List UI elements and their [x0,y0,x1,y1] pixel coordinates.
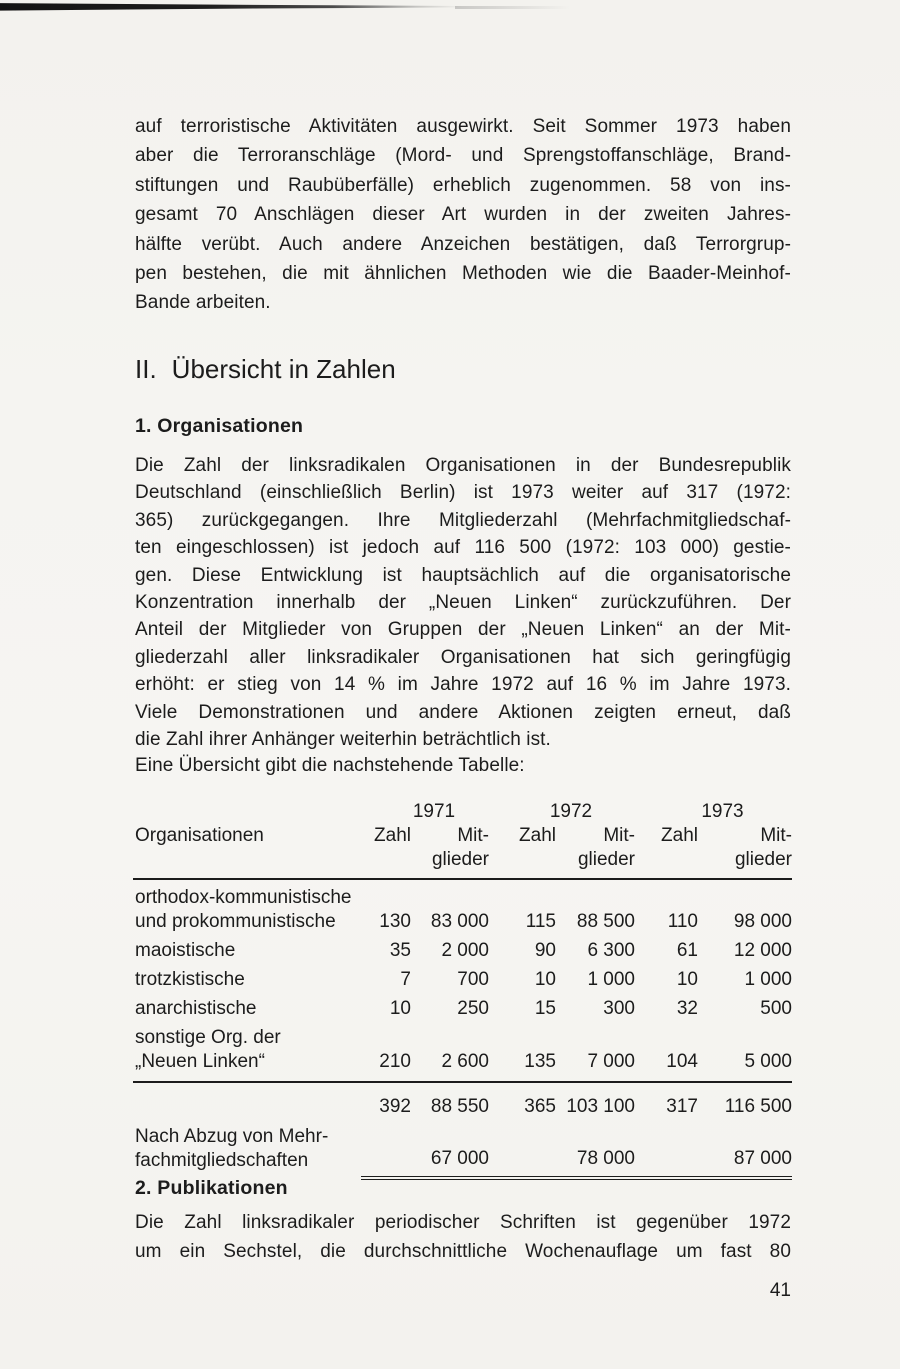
year-row-spacer [133,800,361,824]
cell-value: 1 000 [587,969,635,990]
column-header-mitglieder-1972 [556,824,635,879]
column-header-mitglieder-1973 [698,824,792,879]
intro-paragraph [135,112,791,318]
cell-value: 1 000 [744,969,792,990]
cell-value: 130 [379,911,411,932]
table-year-row [133,800,792,824]
cell-value: 110 [667,911,698,932]
year-header-1972: 1972 [549,801,593,822]
mitglieder-label-line1: Mit- [457,825,489,846]
cell-value: 6 300 [587,940,635,961]
cell-value: 98 000 [733,911,792,932]
cell-value: 87 000 [698,1119,792,1178]
text-line: hälfte verübt. Auch andere Anzeichen bestätigen, daß Terrorgrup- [135,233,791,255]
text-line: Deutschland (einschließlich Berlin) ist 1973 weiter auf 317 (1972: [135,482,791,504]
row-label [133,1021,361,1082]
text-line: aber die Terroranschläge (Mord- und Sprengstoffanschläge, Brand- [135,145,791,167]
scan-artifact-streak [0,2,462,11]
text-line: Viele Demonstrationen und andere Aktionen zeigten erneut, daß [135,701,791,723]
organisationen-paragraph [135,452,791,753]
cell-value: 67 000 [411,1119,489,1178]
cell-value: 115 [525,911,556,932]
row-label [133,992,361,1021]
table-row [133,879,792,934]
cell-value: 10 [389,998,411,1019]
row-label [133,1082,361,1119]
cell-value: 2 600 [411,1021,489,1082]
cell-value: 2 000 [441,940,489,961]
organisationen-table [133,800,792,1180]
mitglieder-label-line1: Mit- [760,825,792,846]
column-header-zahl-1972: Zahl [489,824,556,879]
row-label-line: maoistische [135,940,236,961]
mitglieder-label-line2: glieder [734,849,792,870]
row-label-line: „Neuen Linken“ [135,1051,265,1072]
column-header-zahl-1973: Zahl [635,824,698,879]
column-header-mitglieder-1971 [411,824,489,879]
row-label [133,963,361,992]
row-label-line: orthodox-kommunistische [135,887,352,908]
scan-artifact-streak-tail [455,6,570,9]
table-row [133,992,792,1021]
table-row [133,1021,792,1082]
text-line: Die Zahl der linksradikalen Organisationen in der Bundesrepublik [135,455,791,476]
cell-value: 210 [361,1021,411,1082]
cell-value: 700 [457,969,489,990]
cell-value [361,1119,411,1178]
text-line: gen. Diese Entwicklung ist hauptsächlich auf die organisatorische [135,564,791,586]
section-numeral: II. [135,354,157,384]
cell-value: 61 [676,940,698,961]
column-header-zahl-1971: Zahl [361,824,411,879]
row-label [133,934,361,963]
publikationen-paragraph [135,1208,791,1267]
year-header-1973: 1973 [701,801,744,822]
cell-value: 103 100 [566,1096,635,1117]
cell-value: 15 [534,998,556,1019]
cell-value: 88 550 [430,1096,489,1117]
text-line: auf terroristische Aktivitäten ausgewirkt. Seit Sommer 1973 haben [135,116,791,137]
row-label [133,879,361,934]
page-number: 41 [769,1280,791,1301]
table-row [133,963,792,992]
cell-value: 83 000 [430,911,489,932]
row-label-line: Nach Abzug von Mehr- [135,1126,329,1147]
row-label-line: und prokommunistische [135,911,336,932]
text-line: um ein Sechstel, die durchschnittliche Wochenauflage um fast 80 [135,1241,791,1263]
row-label [133,1119,361,1178]
row-label-line: sonstige Org. der [135,1027,281,1048]
cell-value: 32 [676,998,698,1019]
table-row [133,1119,792,1178]
mitglieder-label-line1: Mit- [603,825,635,846]
cell-value: 135 [489,1021,556,1082]
cell-value: 392 [379,1096,411,1117]
text-line: stiftungen und Raubüberfälle) erheblich zugenommen. 58 von ins- [135,174,791,196]
text-line: erhöht: er stieg von 14 % im Jahre 1972 auf 16 % im Jahre 1973. [135,674,791,696]
cell-value: 10 [534,969,556,990]
section-title: Übersicht in Zahlen [171,354,396,384]
cell-value: 104 [635,1021,698,1082]
cell-value: 5 000 [698,1021,792,1082]
table-row [133,934,792,963]
text-line: 365) zurückgegangen. Ihre Mitgliederzahl (Mehrfachmitgliedschaf- [135,509,791,531]
text-line: Die Zahl linksradikaler periodischer Schriften ist gegenüber 1972 [135,1212,791,1233]
cell-value: 90 [534,940,556,961]
cell-value: 7 [400,969,411,990]
cell-value: 35 [389,940,411,961]
cell-value: 7 000 [556,1021,635,1082]
cell-value: 500 [760,998,792,1019]
text-line: die Zahl ihrer Anhänger weiterhin beträchtlich ist. [135,729,551,751]
subsection-heading-publikationen: 2. Publikationen [135,1177,288,1199]
cell-value: 12 000 [733,940,792,961]
year-header-1971: 1971 [412,801,456,822]
cell-value: 317 [666,1096,698,1117]
text-line: pen bestehen, die mit ähnlichen Methoden wie die Baader-Meinhof- [135,263,791,285]
column-header-organisationen: Organisationen [133,824,361,879]
section-heading [135,352,791,386]
row-label-line: fachmitgliedschaften [135,1150,309,1171]
table-column-header-row [133,824,792,879]
cell-value: 88 500 [576,911,635,932]
subsection-heading-organisationen: 1. Organisationen [135,415,304,437]
cell-value: 365 [524,1096,556,1117]
cell-value [635,1119,698,1178]
mitglieder-label-line2: glieder [577,849,635,870]
cell-value [489,1119,556,1178]
text-line: gesamt 70 Anschlägen dieser Art wurden in der zweiten Jahres- [135,204,791,226]
text-line: ten eingeschlossen) ist jedoch auf 116 500 (1972: 103 000) gestie- [135,537,791,559]
cell-value: 116 500 [724,1096,792,1117]
row-label-line: anarchistische [135,998,257,1019]
text-line: gliederzahl aller linksradikaler Organisationen hat sich geringfügig [135,646,791,668]
row-label-line: trotzkistische [135,969,245,990]
text-line: Anteil der Mitglieder von Gruppen der „Neuen Linken“ an der Mit- [135,619,791,641]
mitglieder-label-line2: glieder [431,849,489,870]
cell-value: 10 [676,969,698,990]
table-intro-line: Eine Übersicht gibt die nachstehende Tabelle: [135,755,525,776]
text-line: Bande arbeiten. [135,292,271,314]
text-line: Konzentration innerhalb der „Neuen Linken“ zurückzuführen. Der [135,592,791,614]
cell-value: 78 000 [556,1119,635,1178]
cell-value: 250 [457,998,489,1019]
cell-value: 300 [603,998,635,1019]
table-body [133,879,792,1178]
table-row [133,1082,792,1119]
